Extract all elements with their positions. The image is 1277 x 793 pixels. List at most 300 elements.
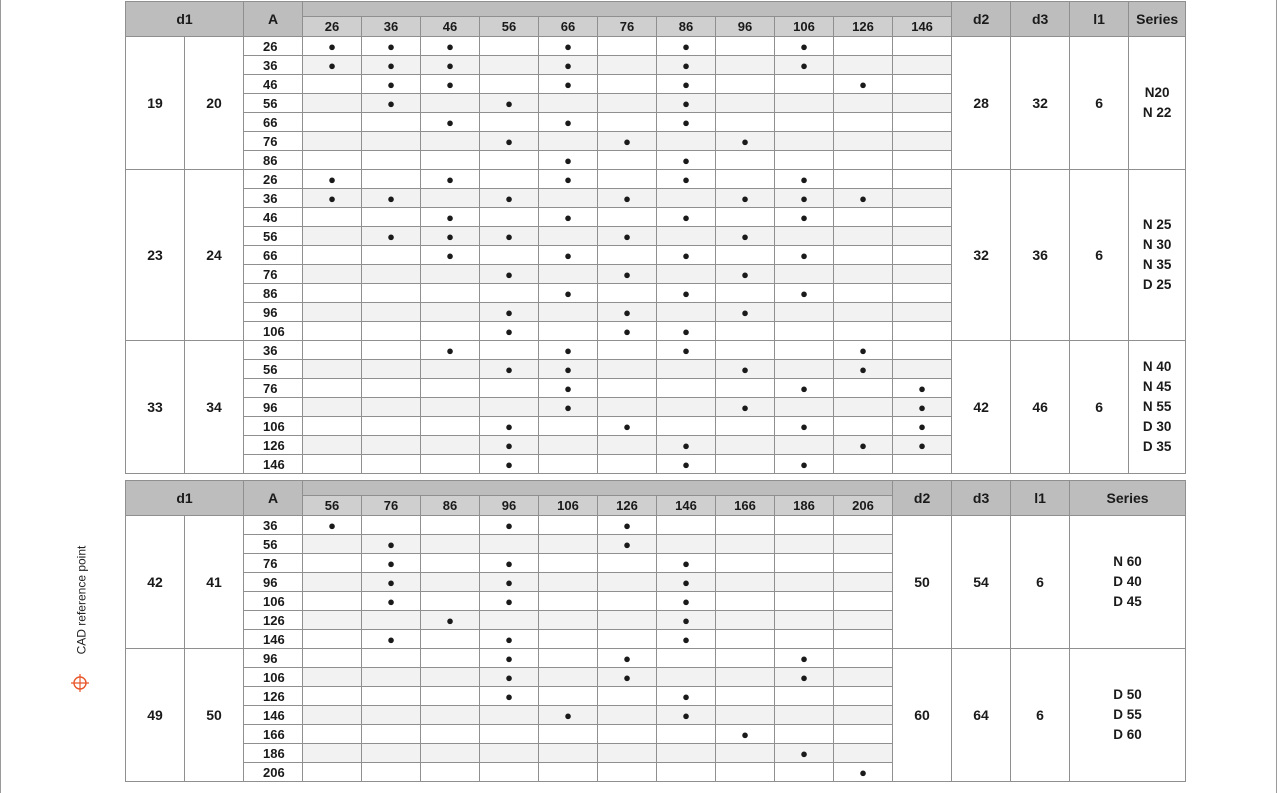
series-list xyxy=(1070,649,1186,782)
availability-cell xyxy=(539,227,598,246)
table-row xyxy=(126,37,1186,56)
availability-cell xyxy=(657,398,716,417)
availability-cell xyxy=(775,763,834,782)
availability-cell xyxy=(893,322,952,341)
availability-cell xyxy=(834,265,893,284)
availability-cell xyxy=(421,417,480,436)
a-value: 56 xyxy=(244,94,303,113)
availability-cell: ● xyxy=(834,75,893,94)
a-value: 26 xyxy=(244,170,303,189)
availability-cell: ● xyxy=(421,611,480,630)
availability-cell xyxy=(539,455,598,474)
availability-cell xyxy=(303,227,362,246)
availability-cell: ● xyxy=(480,227,539,246)
availability-cell: ● xyxy=(362,535,421,554)
l1-value: 6 xyxy=(1070,37,1129,170)
series-item: N 25 xyxy=(1142,217,1172,232)
availability-cell xyxy=(362,322,421,341)
availability-cell xyxy=(480,75,539,94)
availability-cell: ● xyxy=(362,227,421,246)
a-value: 146 xyxy=(244,706,303,725)
availability-cell xyxy=(893,151,952,170)
availability-cell xyxy=(539,611,598,630)
availability-cell: ● xyxy=(598,265,657,284)
availability-cell xyxy=(421,573,480,592)
availability-cell: ● xyxy=(834,763,893,782)
column-header: 86 xyxy=(657,17,716,37)
availability-cell: ● xyxy=(362,592,421,611)
availability-cell xyxy=(775,398,834,417)
availability-cell: ● xyxy=(362,630,421,649)
availability-cell xyxy=(480,246,539,265)
availability-cell xyxy=(303,379,362,398)
availability-cell xyxy=(834,554,893,573)
availability-cell: ● xyxy=(480,573,539,592)
availability-cell xyxy=(834,706,893,725)
d2-value: 50 xyxy=(893,516,952,649)
availability-cell: ● xyxy=(716,227,775,246)
availability-cell xyxy=(480,208,539,227)
availability-cell: ● xyxy=(775,649,834,668)
d1-max-value: 34 xyxy=(185,341,244,474)
availability-cell xyxy=(598,208,657,227)
a-value: 126 xyxy=(244,687,303,706)
availability-cell: ● xyxy=(303,170,362,189)
a-value: 186 xyxy=(244,744,303,763)
availability-cell xyxy=(362,516,421,535)
availability-cell xyxy=(303,592,362,611)
availability-cell: ● xyxy=(598,303,657,322)
availability-cell xyxy=(303,744,362,763)
series-item: N 45 xyxy=(1142,379,1172,394)
availability-cell: ● xyxy=(657,592,716,611)
a-value: 126 xyxy=(244,436,303,455)
availability-cell: ● xyxy=(480,668,539,687)
series-item: N 40 xyxy=(1142,359,1172,374)
availability-cell xyxy=(303,246,362,265)
series-item: D 30 xyxy=(1142,419,1172,434)
availability-cell: ● xyxy=(539,284,598,303)
availability-cell xyxy=(716,554,775,573)
availability-cell xyxy=(893,360,952,379)
series-list xyxy=(1129,37,1186,170)
availability-cell: ● xyxy=(657,75,716,94)
a-value: 76 xyxy=(244,265,303,284)
availability-cell xyxy=(775,573,834,592)
availability-cell xyxy=(362,341,421,360)
availability-cell xyxy=(362,687,421,706)
availability-cell: ● xyxy=(598,417,657,436)
availability-cell: ● xyxy=(657,56,716,75)
availability-cell xyxy=(716,687,775,706)
availability-cell: ● xyxy=(893,436,952,455)
availability-cell xyxy=(716,322,775,341)
availability-cell: ● xyxy=(657,341,716,360)
availability-cell: ● xyxy=(775,56,834,75)
availability-cell: ● xyxy=(657,436,716,455)
header-series: Series xyxy=(1129,2,1186,37)
column-header: 146 xyxy=(657,496,716,516)
l1-value: 6 xyxy=(1070,341,1129,474)
availability-cell xyxy=(539,265,598,284)
availability-cell xyxy=(716,436,775,455)
availability-cell xyxy=(657,516,716,535)
availability-cell xyxy=(421,668,480,687)
availability-cell xyxy=(834,170,893,189)
d3-value: 32 xyxy=(1011,37,1070,170)
availability-cell: ● xyxy=(303,516,362,535)
availability-cell: ● xyxy=(657,284,716,303)
availability-cell xyxy=(893,208,952,227)
availability-cell: ● xyxy=(657,170,716,189)
availability-cell xyxy=(775,360,834,379)
column-header: 86 xyxy=(421,496,480,516)
availability-cell xyxy=(539,668,598,687)
a-value: 96 xyxy=(244,649,303,668)
availability-cell xyxy=(480,725,539,744)
a-value: 96 xyxy=(244,398,303,417)
availability-cell: ● xyxy=(362,94,421,113)
d2-value: 28 xyxy=(952,37,1011,170)
availability-cell xyxy=(716,151,775,170)
availability-cell xyxy=(657,379,716,398)
d2-value: 60 xyxy=(893,649,952,782)
availability-cell xyxy=(834,132,893,151)
availability-cell xyxy=(716,113,775,132)
availability-cell xyxy=(657,132,716,151)
d1-max-value: 41 xyxy=(185,516,244,649)
availability-cell: ● xyxy=(598,535,657,554)
column-header: 166 xyxy=(716,496,775,516)
cad-reference-text: CAD reference point xyxy=(74,545,89,655)
availability-cell xyxy=(716,763,775,782)
availability-cell xyxy=(421,132,480,151)
availability-cell: ● xyxy=(480,436,539,455)
availability-cell xyxy=(421,398,480,417)
column-header: 126 xyxy=(598,496,657,516)
availability-cell xyxy=(303,94,362,113)
availability-cell xyxy=(362,611,421,630)
availability-cell xyxy=(775,322,834,341)
availability-cell xyxy=(893,189,952,208)
header-a-values-band xyxy=(303,2,952,17)
availability-cell xyxy=(893,113,952,132)
availability-cell xyxy=(421,436,480,455)
availability-cell xyxy=(362,398,421,417)
d1-min-value: 19 xyxy=(126,37,185,170)
series-item: N20 xyxy=(1144,85,1170,100)
column-header: 146 xyxy=(893,17,952,37)
availability-cell xyxy=(775,687,834,706)
availability-cell xyxy=(775,265,834,284)
d3-value: 54 xyxy=(952,516,1011,649)
availability-cell: ● xyxy=(480,417,539,436)
column-header: 66 xyxy=(539,17,598,37)
availability-cell xyxy=(303,341,362,360)
availability-cell: ● xyxy=(893,398,952,417)
availability-cell xyxy=(421,554,480,573)
a-value: 56 xyxy=(244,227,303,246)
column-header: 46 xyxy=(421,17,480,37)
availability-cell xyxy=(657,265,716,284)
availability-cell xyxy=(834,246,893,265)
availability-cell: ● xyxy=(716,303,775,322)
availability-cell xyxy=(303,436,362,455)
availability-cell: ● xyxy=(598,132,657,151)
availability-cell xyxy=(539,554,598,573)
availability-cell xyxy=(421,284,480,303)
availability-cell xyxy=(303,417,362,436)
availability-cell: ● xyxy=(539,341,598,360)
availability-cell: ● xyxy=(716,265,775,284)
availability-cell: ● xyxy=(421,37,480,56)
availability-cell: ● xyxy=(775,455,834,474)
availability-cell xyxy=(598,744,657,763)
availability-cell xyxy=(716,592,775,611)
header-a: A xyxy=(244,481,303,516)
availability-cell xyxy=(421,592,480,611)
availability-cell xyxy=(539,630,598,649)
availability-cell: ● xyxy=(480,592,539,611)
availability-cell xyxy=(303,687,362,706)
availability-cell: ● xyxy=(480,516,539,535)
availability-cell xyxy=(421,265,480,284)
availability-cell: ● xyxy=(480,360,539,379)
a-value: 106 xyxy=(244,668,303,687)
availability-cell xyxy=(480,151,539,170)
availability-cell xyxy=(598,151,657,170)
availability-cell: ● xyxy=(480,630,539,649)
availability-cell xyxy=(480,611,539,630)
header-d1: d1 xyxy=(126,2,244,37)
availability-cell xyxy=(421,516,480,535)
availability-cell: ● xyxy=(539,398,598,417)
a-value: 66 xyxy=(244,113,303,132)
availability-cell xyxy=(480,37,539,56)
availability-cell xyxy=(362,284,421,303)
availability-cell: ● xyxy=(775,170,834,189)
a-value: 106 xyxy=(244,322,303,341)
availability-cell: ● xyxy=(657,706,716,725)
availability-cell xyxy=(598,246,657,265)
d1-max-value: 20 xyxy=(185,37,244,170)
series-list xyxy=(1129,341,1186,474)
availability-cell xyxy=(657,763,716,782)
column-header: 26 xyxy=(303,17,362,37)
availability-cell xyxy=(303,706,362,725)
availability-cell xyxy=(598,725,657,744)
d1-max-value: 24 xyxy=(185,170,244,341)
series-item: D 40 xyxy=(1113,574,1142,589)
availability-cell xyxy=(775,516,834,535)
availability-cell xyxy=(834,322,893,341)
availability-cell xyxy=(539,132,598,151)
d1-max-value: 50 xyxy=(185,649,244,782)
availability-cell xyxy=(775,113,834,132)
header-d3: d3 xyxy=(952,481,1011,516)
availability-cell: ● xyxy=(303,37,362,56)
availability-cell xyxy=(834,417,893,436)
availability-cell xyxy=(893,265,952,284)
availability-cell xyxy=(716,341,775,360)
availability-cell xyxy=(657,725,716,744)
availability-cell xyxy=(303,75,362,94)
header-d2: d2 xyxy=(893,481,952,516)
l1-value: 6 xyxy=(1011,516,1070,649)
crosshair-icon xyxy=(70,673,90,693)
a-value: 96 xyxy=(244,573,303,592)
availability-cell xyxy=(775,554,834,573)
availability-cell xyxy=(539,303,598,322)
availability-cell: ● xyxy=(421,341,480,360)
availability-cell xyxy=(834,208,893,227)
availability-cell: ● xyxy=(539,706,598,725)
availability-cell: ● xyxy=(834,189,893,208)
availability-cell xyxy=(598,592,657,611)
availability-cell xyxy=(598,113,657,132)
availability-cell xyxy=(303,611,362,630)
header-series: Series xyxy=(1070,481,1186,516)
availability-cell xyxy=(303,322,362,341)
availability-cell xyxy=(362,649,421,668)
availability-cell xyxy=(421,649,480,668)
column-header: 56 xyxy=(303,496,362,516)
availability-cell: ● xyxy=(657,630,716,649)
availability-cell xyxy=(834,151,893,170)
availability-cell xyxy=(834,37,893,56)
availability-cell: ● xyxy=(539,170,598,189)
availability-cell xyxy=(421,360,480,379)
availability-cell: ● xyxy=(775,744,834,763)
availability-cell xyxy=(598,170,657,189)
compatibility-table-1 xyxy=(125,1,1186,474)
availability-cell xyxy=(716,649,775,668)
availability-cell: ● xyxy=(598,227,657,246)
availability-cell xyxy=(303,132,362,151)
availability-cell xyxy=(657,227,716,246)
availability-cell xyxy=(716,744,775,763)
availability-cell xyxy=(362,151,421,170)
availability-cell xyxy=(716,37,775,56)
availability-cell xyxy=(362,725,421,744)
availability-cell xyxy=(362,744,421,763)
availability-cell xyxy=(775,436,834,455)
series-item: D 35 xyxy=(1142,439,1172,454)
availability-cell xyxy=(893,37,952,56)
d1-min-value: 33 xyxy=(126,341,185,474)
availability-cell xyxy=(775,341,834,360)
availability-cell: ● xyxy=(893,417,952,436)
availability-cell xyxy=(539,516,598,535)
availability-cell xyxy=(362,170,421,189)
a-value: 76 xyxy=(244,132,303,151)
availability-cell xyxy=(362,208,421,227)
availability-cell xyxy=(834,113,893,132)
availability-cell: ● xyxy=(775,284,834,303)
availability-cell xyxy=(657,417,716,436)
a-value: 146 xyxy=(244,455,303,474)
availability-cell: ● xyxy=(657,554,716,573)
availability-cell: ● xyxy=(480,455,539,474)
availability-cell xyxy=(598,360,657,379)
availability-cell xyxy=(716,208,775,227)
table-row xyxy=(126,170,1186,189)
availability-cell xyxy=(716,379,775,398)
availability-cell xyxy=(834,56,893,75)
availability-cell: ● xyxy=(716,725,775,744)
availability-cell xyxy=(598,436,657,455)
availability-cell: ● xyxy=(362,189,421,208)
series-item: D 45 xyxy=(1113,594,1142,609)
availability-cell xyxy=(303,535,362,554)
availability-cell xyxy=(775,75,834,94)
availability-cell xyxy=(421,379,480,398)
availability-cell: ● xyxy=(539,37,598,56)
l1-value: 6 xyxy=(1070,170,1129,341)
availability-cell xyxy=(893,75,952,94)
availability-cell xyxy=(775,151,834,170)
availability-cell xyxy=(421,725,480,744)
availability-cell xyxy=(480,744,539,763)
a-value: 106 xyxy=(244,592,303,611)
availability-cell xyxy=(598,341,657,360)
availability-cell xyxy=(834,573,893,592)
availability-cell: ● xyxy=(598,189,657,208)
availability-cell xyxy=(362,265,421,284)
availability-cell xyxy=(657,303,716,322)
availability-cell: ● xyxy=(362,56,421,75)
cad-reference-label xyxy=(74,530,88,670)
availability-cell: ● xyxy=(834,341,893,360)
availability-cell xyxy=(421,687,480,706)
availability-cell: ● xyxy=(362,573,421,592)
column-header: 56 xyxy=(480,17,539,37)
availability-cell xyxy=(539,436,598,455)
series-item: D 50 xyxy=(1113,687,1142,702)
a-value: 36 xyxy=(244,516,303,535)
availability-cell xyxy=(716,170,775,189)
availability-cell: ● xyxy=(362,554,421,573)
availability-cell xyxy=(303,208,362,227)
availability-cell xyxy=(775,535,834,554)
availability-cell xyxy=(716,611,775,630)
availability-cell: ● xyxy=(657,94,716,113)
availability-cell xyxy=(480,398,539,417)
availability-cell xyxy=(421,189,480,208)
availability-cell: ● xyxy=(539,113,598,132)
table-row xyxy=(126,341,1186,360)
a-value: 66 xyxy=(244,246,303,265)
header-l1: l1 xyxy=(1011,481,1070,516)
availability-cell xyxy=(539,592,598,611)
availability-cell xyxy=(421,455,480,474)
availability-cell: ● xyxy=(657,455,716,474)
availability-cell: ● xyxy=(539,379,598,398)
availability-cell: ● xyxy=(421,170,480,189)
column-header: 36 xyxy=(362,17,421,37)
availability-cell xyxy=(539,94,598,113)
header-d2: d2 xyxy=(952,2,1011,37)
availability-cell xyxy=(539,322,598,341)
availability-cell xyxy=(303,630,362,649)
header-d3: d3 xyxy=(1011,2,1070,37)
availability-cell xyxy=(303,455,362,474)
availability-cell: ● xyxy=(657,208,716,227)
a-value: 86 xyxy=(244,151,303,170)
availability-cell xyxy=(362,113,421,132)
availability-cell: ● xyxy=(716,189,775,208)
a-value: 166 xyxy=(244,725,303,744)
